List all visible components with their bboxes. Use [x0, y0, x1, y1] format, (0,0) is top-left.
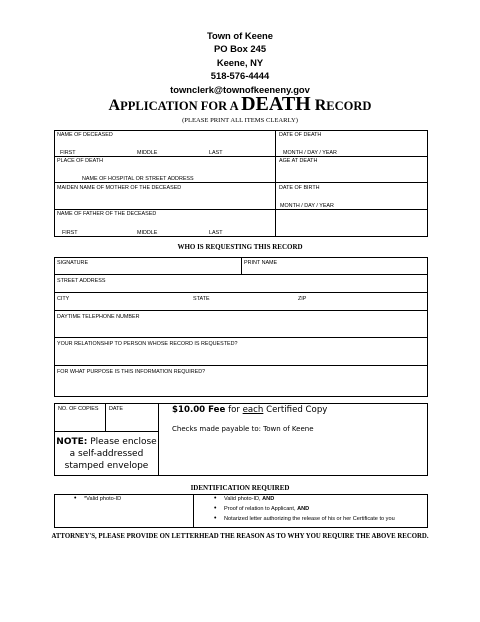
- po-box: PO Box 245: [213, 43, 267, 55]
- id-requirement-1: [224, 496, 274, 502]
- place-of-death-field[interactable]: PLACE OF DEATH: [57, 158, 104, 164]
- fee-each: each: [242, 405, 264, 415]
- date-of-death-field[interactable]: DATE OF DEATH: [279, 132, 322, 138]
- number-of-copies-field[interactable]: NO. OF COPIES: [58, 406, 99, 412]
- title-initial-r: R: [310, 97, 327, 114]
- middle-name-sublabel: MIDDLE: [137, 150, 158, 156]
- id-requirement-3: [224, 516, 395, 522]
- valid-photo-id-option: • *Valid photo-ID: [84, 496, 121, 502]
- note-label: NOTE:: [56, 437, 88, 447]
- id-req-2-text: Proof of relation to Applicant,: [224, 506, 298, 512]
- father-last-sublabel: LAST: [209, 230, 223, 236]
- note-divider: [54, 431, 159, 432]
- row-divider-2: [54, 182, 428, 183]
- note-text: Please enclose a self-addressed stamped envelope: [64, 437, 157, 471]
- mother-maiden-name-field[interactable]: MAIDEN NAME OF MOTHER OF THE DECEASED: [57, 185, 182, 191]
- date-of-birth-field[interactable]: DATE OF BIRTH: [279, 185, 320, 191]
- signature-divider: [241, 257, 242, 274]
- name-of-deceased-field[interactable]: NAME OF DECEASED: [57, 132, 113, 138]
- copies-date-field[interactable]: DATE: [109, 406, 123, 412]
- title-initial-a: A: [108, 97, 121, 114]
- title-record: ECORD: [326, 99, 372, 113]
- requester-row-divider-1: [54, 274, 428, 275]
- daytime-phone-field[interactable]: DAYTIME TELEPHONE NUMBER: [57, 314, 140, 320]
- fee-certified-copy: Certified Copy: [263, 405, 328, 415]
- town-city-state: Keene, NY: [216, 56, 264, 68]
- town-phone: 518-576-4444: [210, 70, 270, 82]
- title-death: DEATH: [241, 93, 311, 115]
- form-subtitle: (PLEASE PRINT ALL ITEMS CLEARLY): [182, 117, 298, 124]
- hospital-address-sublabel: NAME OF HOSPITAL OR STREET ADDRESS: [82, 176, 194, 182]
- requester-info-section: [54, 257, 428, 397]
- identification-section-title: IDENTIFICATION REQUIRED: [190, 484, 290, 492]
- father-middle-sublabel: MIDDLE: [137, 230, 158, 236]
- father-name-field[interactable]: NAME OF FATHER OF THE DECEASED: [57, 211, 157, 217]
- last-name-sublabel: LAST: [209, 150, 223, 156]
- requester-row-divider-2: [54, 292, 428, 293]
- town-address-block: [0, 29, 480, 96]
- deceased-info-section: [54, 130, 428, 237]
- state-field[interactable]: STATE: [193, 296, 210, 302]
- checks-payable: Checks made payable to: Town of Keene: [172, 425, 314, 433]
- relationship-field[interactable]: YOUR RELATIONSHIP TO PERSON WHOSE RECORD IS REQUESTED?: [57, 341, 238, 347]
- street-address-field[interactable]: STREET ADDRESS: [57, 278, 106, 284]
- requester-row-divider-3: [54, 310, 428, 311]
- attorney-notice: ATTORNEY'S, PLEASE PROVIDE ON LETTERHEAD THE REASON AS TO WHY YOU REQUIRE THE ABOVE RECORD.: [51, 533, 429, 540]
- title-application-for-a: PPLICATION FOR A: [120, 99, 242, 113]
- id-req-1-text: Valid photo-ID,: [224, 496, 263, 502]
- date-of-birth-format: MONTH / DAY / YEAR: [280, 203, 334, 209]
- fee-amount: $10.00 Fee: [172, 405, 226, 415]
- row-divider-3: [54, 209, 428, 210]
- requester-row-divider-5: [54, 365, 428, 366]
- fee-for: for: [225, 405, 243, 415]
- print-name-field[interactable]: PRINT NAME: [244, 260, 278, 266]
- copies-date-divider: [105, 403, 106, 431]
- town-email: townclerk@townofkeeneny.gov: [170, 83, 310, 95]
- date-of-death-format: MONTH / DAY / YEAR: [283, 150, 337, 156]
- identification-divider: [193, 494, 194, 528]
- fee-statement: [172, 405, 327, 415]
- father-first-sublabel: FIRST: [62, 230, 78, 236]
- envelope-note: [55, 436, 158, 472]
- id-req-1-and: AND: [262, 496, 275, 502]
- age-at-death-field[interactable]: AGE AT DEATH: [279, 158, 318, 164]
- requester-section-title: WHO IS REQUESTING THIS RECORD: [177, 243, 303, 251]
- purpose-field[interactable]: FOR WHAT PURPOSE IS THIS INFORMATION REQUIRED?: [57, 369, 206, 375]
- city-field[interactable]: CITY: [57, 296, 70, 302]
- form-title: [0, 93, 480, 116]
- town-name: Town of Keene: [207, 30, 273, 41]
- fee-divider: [158, 403, 159, 476]
- zip-field[interactable]: ZIP: [298, 296, 307, 302]
- row-divider-1: [54, 156, 428, 157]
- requester-row-divider-4: [54, 337, 428, 338]
- id-requirement-2: [224, 506, 309, 512]
- id-req-2-and: AND: [297, 506, 310, 512]
- first-name-sublabel: FIRST: [60, 150, 76, 156]
- deceased-column-divider: [275, 130, 276, 237]
- signature-field[interactable]: SIGNATURE: [57, 260, 89, 266]
- id-req-3-text: Notarized letter authorizing the release of his or her Certificate to you: [224, 516, 395, 522]
